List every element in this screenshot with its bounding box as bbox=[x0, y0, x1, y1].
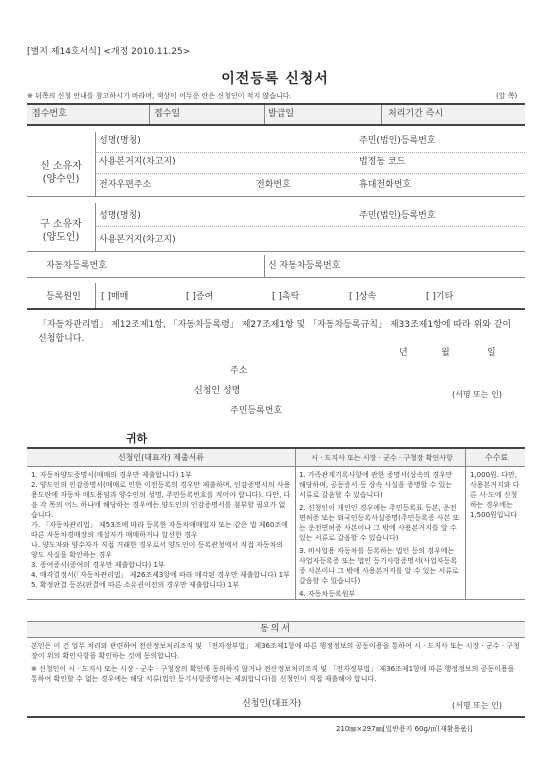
divider bbox=[95, 283, 96, 308]
docs-head-official: 시 · 도지사 또는 시장 · 군수 · 구청장 확인사항 bbox=[311, 454, 453, 462]
issue-date-label: 발급일 bbox=[268, 109, 295, 119]
consent-body: 본인은 이 건 업무 처리와 관련하여 전산정보처리조직 및 「전자정부법」 제36조제1항에 따른 행정정보의 공동이용을 통하여 시 · 도지사 또는 시장 · 군수 · 구청장이 위의 확인사항을 확인하는 것에 동의합니다. bbox=[31, 642, 520, 660]
divider bbox=[95, 152, 525, 153]
applicant-doc-4: 4. 매각결정서(「자동차관리법」 제26조제3항에 따라 매각된 경우만 제출합니다) 1부 bbox=[31, 571, 290, 579]
receipt-date-label: 접수일 bbox=[154, 109, 181, 119]
reason-option-other[interactable]: [ ]기타 bbox=[426, 292, 454, 302]
new-owner-regno-label: 주민(법인)등록번호 bbox=[359, 136, 436, 146]
applicant-doc-2a: 가. 「자동차관리법」 제53조에 따라 등록한 자동차매매업자 또는 같은 법 제60조에 따른 자동차경매장의 개설자가 매매하거나 알선한 경우 bbox=[31, 521, 288, 539]
divider bbox=[264, 255, 265, 277]
statement-text: 「자동차관리법」 제12조제1항, 「자동차등록령」 제27조제1항 및 「자동차등록규칙」 제33조제1항에 따라 위와 같이 신청합니다. bbox=[38, 320, 512, 344]
new-owner-label bbox=[27, 160, 95, 186]
old-owner-label-2: (양도인) bbox=[42, 232, 80, 243]
processing-period-label: 처리기간 즉시 bbox=[388, 109, 444, 119]
applicant-address-label: 주소 bbox=[230, 366, 248, 376]
reason-label: 등록원인 bbox=[46, 292, 81, 302]
divider bbox=[27, 466, 525, 467]
footer-paper-spec: 210㎜×297㎜[일반용지 60g/㎡(재활용품)] bbox=[336, 725, 473, 733]
divider bbox=[381, 105, 382, 124]
page-title: 이전등록 신청서 bbox=[221, 71, 329, 87]
divider bbox=[95, 226, 525, 227]
divider bbox=[27, 277, 525, 278]
applicant-doc-3: 3. 증여증서(증여의 경우만 제출합니다) 1부 bbox=[31, 561, 165, 569]
old-owner-regno-label: 주민(법인)등록번호 bbox=[359, 211, 436, 221]
divider bbox=[295, 449, 296, 599]
top-notice: ※ 뒤쪽의 신청 안내를 참고하시기 바라며, 색상이 어두운 란은 신청인이 적지 않습니다. bbox=[27, 92, 292, 100]
consent-title: 동의서 bbox=[259, 624, 293, 634]
rule bbox=[27, 716, 525, 718]
applicant-doc-2b: 나. 양도자와 양수자가 직접 거래한 경우로서 양도인이 등록관청에서 직접 자동차의 양도 사실을 확인하는 경우 bbox=[31, 541, 284, 559]
divider bbox=[95, 132, 96, 196]
new-owner-label-1: 신 소유자 bbox=[40, 161, 82, 172]
divider bbox=[95, 203, 96, 251]
new-owner-phone-label: 전화번호 bbox=[256, 180, 291, 190]
consent-note: ※ 신청인이 시 · 도지사 또는 시장 · 군수 · 구청장의 확인에 동의하지 않거나 전산정보처리조직 및 「전자정부법」 제36조제1항에 따른 행정정보의 공동이용을 통하여 확인할 수 없는 경우에는 해당 서류(법인 등기사항증명서는 제외합니다)를 신청인이 직접 제출해야 합니다. bbox=[31, 665, 515, 683]
old-owner-name-label: 성명(명칭) bbox=[99, 211, 141, 221]
reason-option-gift[interactable]: [ ]증여 bbox=[186, 292, 214, 302]
new-owner-email-label: 전자우편주소 bbox=[99, 180, 152, 190]
divider bbox=[465, 449, 466, 599]
divider bbox=[95, 173, 525, 174]
official-doc-4: 4. 자동차등록원부 bbox=[299, 590, 356, 598]
divider bbox=[27, 621, 525, 622]
divider bbox=[264, 105, 265, 124]
applicant-doc-2: 2. 양도인의 인감증명서(매매로 인한 이전등록의 경우만 제출하며, 인감증명서의 사용용도란에 자동차 매도용임과 양수인의 성명, 주민등록번호를 적어야 합니다). 다만, 다음 각 목의 어느 하나에 해당하는 경우에는 양도인의 인감증명서를 첨부할 필요가 없습니다. bbox=[31, 481, 291, 519]
divider bbox=[149, 105, 150, 124]
fee-text: 1,000원. 다만, 사용본거지와 다른 시·도에 신청하는 경우에는 1,500원입니다 bbox=[470, 471, 520, 519]
consent-sign: (서명 또는 인) bbox=[452, 701, 502, 710]
official-doc-1: 1. 가족관계기록사항에 관한 증명서(상속의 경우만 해당하며, 공동증서 등 상속 사실을 증명할 수 있는 서류로 갈음할 수 있습니다) bbox=[299, 471, 453, 499]
official-doc-3: 3. 비사업용 자동차를 등록하는 법인 등의 경우에는 사업자등록증 또는 법인 등기사항증명서(사업자등록증 사본이나 그 밖에 사용본거지를 알 수 있는 서류로 갈음할 수 있습니다) bbox=[299, 547, 459, 585]
rule bbox=[27, 308, 525, 310]
page-side: (앞 쪽) bbox=[496, 92, 518, 100]
reason-option-trade[interactable]: [ ]매매 bbox=[101, 292, 129, 302]
new-owner-mobile-label: 휴대전화번호 bbox=[359, 180, 412, 190]
vehicle-new-regno-label: 신 자동차등록번호 bbox=[268, 261, 341, 271]
form-id: [별지 제14호서식] <개정 2010.11.25> bbox=[27, 47, 191, 57]
date-year: 년 bbox=[399, 348, 408, 358]
new-owner-name-label: 성명(명칭) bbox=[99, 136, 141, 146]
receipt-no-label: 접수번호 bbox=[32, 109, 67, 119]
new-owner-dong-code-label: 법정동 코드 bbox=[359, 157, 406, 167]
new-owner-label-2: (양수인) bbox=[42, 174, 80, 185]
divider bbox=[27, 196, 525, 197]
consent-signer-label: 신청인(대표자) bbox=[242, 699, 302, 709]
official-doc-2: 2. 신청인이 개인인 경우에는 주민등록표 등본, 운전면허증 또는 외국인등록사실증명(주민등록증 사본 또는 운전면허증 사본이나 그 밖에 사용본거지를 알 수 있는 서류로 갈음할 수 있습니다) bbox=[299, 504, 460, 542]
docs-head-fee: 수수료 bbox=[484, 453, 509, 462]
date-month: 월 bbox=[441, 348, 450, 358]
divider bbox=[27, 251, 525, 252]
date-day: 일 bbox=[487, 348, 496, 358]
old-owner-label bbox=[27, 218, 95, 244]
old-owner-label-1: 구 소유자 bbox=[40, 219, 82, 230]
addressee: 귀하 bbox=[126, 432, 148, 445]
reason-option-commission[interactable]: [ ]촉탁 bbox=[272, 292, 300, 302]
applicant-name-label: 신청인 성명 bbox=[194, 386, 241, 396]
applicant-regno-label: 주민등록번호 bbox=[230, 406, 283, 416]
reason-option-inheritance[interactable]: [ ]상속 bbox=[349, 292, 377, 302]
applicant-docs-list bbox=[31, 470, 291, 590]
applicant-doc-5: 5. 확정판결 등본(판결에 따른 소유권이전의 경우만 제출합니다) 1부 bbox=[31, 581, 239, 589]
rule bbox=[27, 124, 525, 126]
old-owner-base-label: 사용본거지(차고지) bbox=[99, 235, 176, 245]
applicant-doc-1: 1. 자동차양도증명서(매매의 경우만 제출합니다) 1부 bbox=[31, 471, 192, 479]
applicant-sign: (서명 또는 인) bbox=[452, 390, 502, 399]
official-docs-list bbox=[299, 470, 461, 599]
docs-head-applicant: 신청인(대표자) 제출서류 bbox=[117, 453, 205, 462]
divider bbox=[27, 637, 525, 638]
vehicle-regno-label: 자동차등록번호 bbox=[46, 261, 107, 271]
new-owner-base-label: 사용본거지(차고지) bbox=[99, 157, 176, 167]
divider bbox=[27, 599, 525, 600]
